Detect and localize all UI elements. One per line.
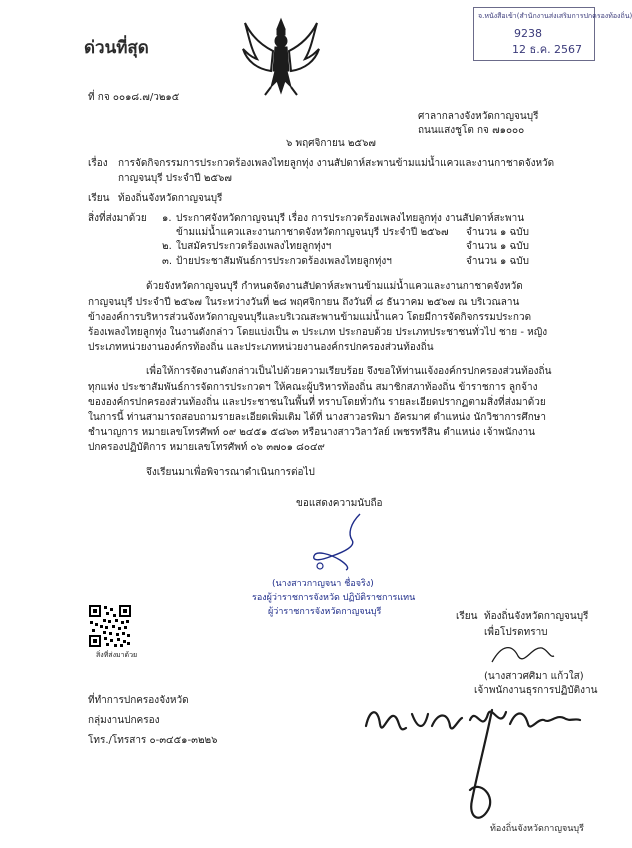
signature-graphic bbox=[300, 510, 380, 574]
urgency-heading: ด่วนที่สุด bbox=[84, 38, 149, 58]
para1-line: ด้วยจังหวัดกาญจนบุรี กำหนดจัดงานสัปดาห์สะพานข้ามแม่น้ำแควและงานกาชาดจังหวัด bbox=[146, 281, 523, 292]
to-label: เรียน bbox=[88, 193, 110, 204]
attachment-3-quantity: จำนวน ๑ ฉบับ bbox=[466, 256, 529, 267]
para2-line: ชำนาญการ หมายเลขโทรศัพท์ ๐๙ ๒๔๕๑ ๕๘๖๓ หรือนางสาววิลาวัลย์ เพชรทรีสิน ตำแหน่ง เจ้าพนักงาน bbox=[88, 427, 535, 438]
handwritten-note-text: ท้องถิ่นจังหวัดกาญจนบุรี bbox=[490, 824, 584, 834]
para2-line: ในการนี้ ท่านสามารถสอบถามรายละเอียดเพิ่มเติม ได้ที่ นางสาวอรพิมา อัครมาศ ตำแหน่ง นักวิชาการศึกษา bbox=[88, 412, 547, 423]
reference-number: ที่ กจ ๐๐๑๘.๗/ว๒๑๕ bbox=[88, 92, 180, 103]
attachment-3-number: ๓. bbox=[162, 256, 173, 267]
attachment-1-line-1: ประกาศจังหวัดกาญจนบุรี เรื่อง การประกวดร้องเพลงไทยลูกทุ่ง งานสัปดาห์สะพาน bbox=[176, 213, 525, 224]
para2-line: เพื่อให้การจัดงานดังกล่าวเป็นไปด้วยความเรียบร้อย จึงขอให้ท่านแจ้งองค์กรปกครองส่วนท้องถิ่น bbox=[146, 366, 552, 377]
received-stamp bbox=[473, 7, 632, 61]
stamp-line1: จ.หนังสือเข้า(สำนักงานส่งเสริมการปกครองท้องถิ่น) bbox=[478, 12, 632, 20]
note-to-label: เรียน bbox=[456, 611, 478, 622]
para1-line: กาญจนบุรี ประจำปี ๒๕๖๗ ในระหว่างวันที่ ๒๘ พฤศจิกายน ถึงวันที่ ๘ ธันวาคม ๒๕๖๗ ณ บริเวณลาน bbox=[88, 297, 520, 308]
para2-line: ทุกแห่ง ประชาสัมพันธ์การจัดการประกวดฯ ให้คณะผู้บริหารท้องถิ่น สมาชิกสภาท้องถิ่น ข้าราชการ ลูกจ้าง bbox=[88, 382, 538, 393]
subject-line-1: การจัดกิจกรรมการประกวดร้องเพลงไทยลูกทุ่ง งานสัปดาห์สะพานข้ามแม่น้ำแควและงานกาชาดจังหวัด bbox=[118, 158, 555, 169]
note-signature-graphic bbox=[488, 638, 558, 668]
to-value: ท้องถิ่นจังหวัดกาญจนบุรี bbox=[118, 193, 223, 204]
qr-caption: สิ่งที่ส่งมาด้วย bbox=[96, 651, 138, 659]
para2-line: ขององค์กรปกครองส่วนท้องถิ่น และประชาชนในพื้นที่ ทราบโดยทั่วกัน รายละเอียดปรากฏตามสิ่งที่ส่งมาด้วย bbox=[88, 397, 546, 408]
attachment-1-line-2: ข้ามแม่น้ำแควและงานกาชาดจังหวัดกาญจนบุรี ประจำปี ๒๕๖๗ bbox=[176, 227, 449, 238]
organization-name: ศาลากลางจังหวัดกาญจนบุรี bbox=[418, 111, 539, 122]
para1-line: ข้างองค์การบริหารส่วนจังหวัดกาญจนบุรีและบริเวณสะพานข้ามแม่น้ำแคว โดยมีการจัดกิจกรรมประกวด bbox=[88, 312, 532, 323]
stamp-number: 9238 bbox=[514, 27, 542, 40]
garuda-emblem-icon bbox=[241, 15, 321, 97]
signer-name: (นางสาวกาญจนา ชื่อจริง) bbox=[272, 579, 374, 589]
qr-code-icon bbox=[88, 604, 132, 648]
attachment-2-quantity: จำนวน ๑ ฉบับ bbox=[466, 241, 529, 252]
signer-title-2: ผู้ว่าราชการจังหวัดกาญจนบุรี bbox=[268, 607, 382, 617]
attachment-1-quantity: จำนวน ๑ ฉบับ bbox=[466, 227, 529, 238]
signer-title-1: รองผู้ว่าราชการจังหวัด ปฏิบัติราชการแทน bbox=[252, 593, 416, 603]
footer-office: ที่ทำการปกครองจังหวัด bbox=[88, 695, 189, 706]
document-date: ๖ พฤศจิกายน ๒๕๖๗ bbox=[286, 138, 376, 149]
attachment-1-number: ๑. bbox=[162, 213, 172, 224]
attachment-2-line-1: ใบสมัครประกวดร้องเพลงไทยลูกทุ่งฯ bbox=[176, 241, 332, 252]
footer-group: กลุ่มงานปกครอง bbox=[88, 715, 160, 726]
para2-line: ปกครองปฏิบัติการ หมายเลขโทรศัพท์ ๐๖ ๓๗๐๑ ๘๐๔๙ bbox=[88, 442, 325, 453]
para1-line: ประเภทหน่วยงานองค์กรท้องถิ่น และประเภทหน่วยงานองค์กรปกครองส่วนท้องถิ่น bbox=[88, 342, 434, 353]
attachment-3-line-1: ป้ายประชาสัมพันธ์การประกวดร้องเพลงไทยลูกทุ่งฯ bbox=[176, 256, 392, 267]
closing-line: จึงเรียนมาเพื่อพิจารณาดำเนินการต่อไป bbox=[146, 467, 315, 478]
regards-line: ขอแสดงความนับถือ bbox=[296, 498, 383, 509]
attachments-label: สิ่งที่ส่งมาด้วย bbox=[88, 213, 147, 224]
para1-line: ร้องเพลงไทยลูกทุ่ง ในงานดังกล่าว โดยแบ่งเป็น ๓ ประเภท ประกอบด้วย ประเภทประชาชนทั่วไป ชาย - หญิง bbox=[88, 327, 548, 338]
note-purpose: เพื่อโปรดทราบ bbox=[484, 627, 548, 638]
organization-address: ถนนแสงชูโต กจ ๗๑๐๐๐ bbox=[418, 125, 525, 136]
attachment-2-number: ๒. bbox=[162, 241, 172, 252]
note-name: (นางสาวศศิมา แก้วใส) bbox=[484, 671, 584, 682]
note-title: เจ้าพนักงานธุรการปฏิบัติงาน bbox=[474, 685, 598, 696]
footer-phone: โทร./โทรสาร ๐-๓๔๕๑-๓๒๒๖ bbox=[88, 735, 218, 746]
handwritten-note-graphic bbox=[360, 700, 590, 840]
stamp-date: 12 ธ.ค. 2567 bbox=[512, 43, 583, 56]
subject-label: เรื่อง bbox=[88, 158, 108, 169]
note-to-value: ท้องถิ่นจังหวัดกาญจนบุรี bbox=[484, 611, 589, 622]
subject-line-2: กาญจนบุรี ประจำปี ๒๕๖๗ bbox=[118, 173, 232, 184]
